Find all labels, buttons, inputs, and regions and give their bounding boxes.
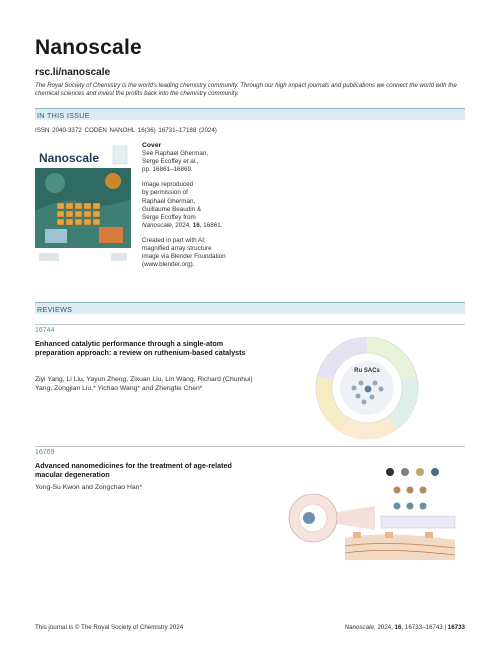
footer-citation (345, 624, 465, 631)
cover-repro-5: Serge Ecoffey from (142, 213, 196, 221)
article-divider (35, 446, 465, 447)
article-title[interactable]: Enhanced catalytic performance through a single-atom preparation approach: a review on ruthenium-based catalysts (35, 339, 246, 357)
cover-repro-2: by permission of (142, 189, 188, 197)
cover-repro-4: Guillaume Beaudin & (142, 205, 202, 213)
cover-see-line1: See Raphael Gherman, (142, 150, 209, 158)
in-this-issue-label: IN THIS ISSUE (37, 110, 90, 120)
article-title[interactable]: Advanced nanomedicines for the treatment of age-related macular degeneration (35, 461, 232, 479)
toc-graphic-ru-sacs[interactable] (300, 336, 435, 441)
cover-repro-year: , 2024, (171, 221, 193, 229)
cover-heading: Cover (142, 142, 162, 149)
issn-line: ISSN 2040-3372 CODEN NANOHL 16(36) 16731–17188 (2024) (35, 127, 217, 134)
cover-repro-volume: 16 (192, 221, 200, 229)
journal-url[interactable]: rsc.li/nanoscale (35, 67, 111, 78)
journal-title: Nanoscale (35, 36, 142, 59)
article-page-number[interactable]: 16769 (35, 449, 55, 456)
cover-masthead: Nanoscale (39, 151, 100, 165)
footer-copyright: This journal is © The Royal Society of Chemistry 2024 (35, 624, 184, 631)
cover-see-line2-prefix: Serge Ecoffey (142, 158, 184, 166)
toc-graphic-macular[interactable] (285, 460, 460, 575)
mission-statement: The Royal Society of Chemistry is the world's leading chemistry community. Through our high impact journals and publications we connect the world with the chemical sciences and invest the profits back into the chemistry community. (35, 82, 457, 98)
article-page-number[interactable]: 16744 (35, 327, 55, 334)
cover-credit-2: magnified array structure (142, 245, 212, 253)
reviews-label: REVIEWS (37, 304, 73, 314)
cover-image[interactable] (35, 141, 131, 267)
in-this-issue-bar (35, 108, 465, 120)
reviews-bar (35, 302, 465, 314)
article-authors: Yong-Su Kwon and Zongchao Han* (35, 484, 143, 491)
cover-repro-journal: Nanoscale (142, 221, 172, 229)
cover-see-line2-suffix: , (196, 158, 199, 166)
footer-year: , 2024, (373, 624, 395, 631)
footer-journal: Nanoscale (344, 624, 374, 631)
footer-pages: , 16733–16743 | (401, 624, 448, 631)
cover-repro-1: Image reproduced (142, 181, 194, 189)
cover-repro-3: Raphael Gherman, (142, 197, 196, 205)
article-authors: Ziyi Yang, Li Liu, Yayun Zheng, Zixuan Liu, Lin Wang, Richard (Chunhui) Yang, Zongjian Liu,* Yichao Wang* and Zhengfei Chen* (35, 376, 253, 392)
cover-credit-4: (www.blender.org). (142, 261, 195, 269)
cover-repro-page: , 16861. (199, 221, 223, 229)
cover-pages[interactable]: pp. 16861–16869. (142, 166, 193, 174)
toc-ru-sacs-label: Ru SACs (354, 368, 380, 374)
cover-caption (142, 142, 282, 276)
footer-page-number: 16733 (447, 624, 465, 631)
article-divider (35, 324, 465, 325)
cover-credit-3: image via Blender Foundation (142, 253, 226, 261)
cover-credit-1: Created in part with AI; (142, 236, 206, 244)
footer-volume: 16 (394, 624, 402, 631)
cover-see-line2-italic: et al. (183, 158, 197, 166)
